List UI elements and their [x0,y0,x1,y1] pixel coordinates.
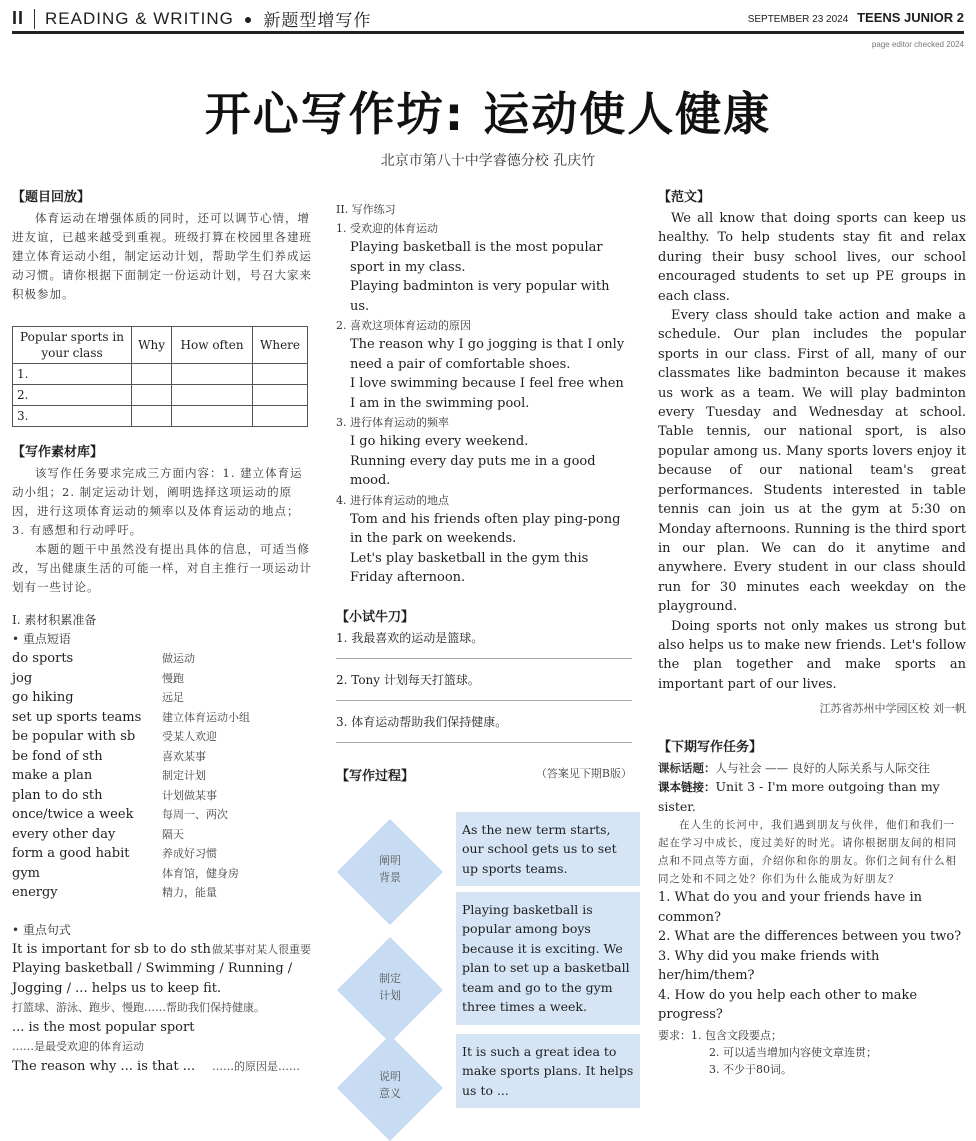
section-title: 【写作过程】 [336,768,415,784]
table-cell: 1. [13,364,132,385]
header-rule [12,31,964,34]
list-item: make a plan 制定计划 [12,768,206,783]
sports-table [12,326,308,427]
section-title: 【范文】 [658,190,711,205]
table-header-row [13,327,308,364]
vocab-heading: • 重点短语 [12,632,71,646]
topic-label: 课标话题： [658,761,716,776]
unit-line [658,777,966,816]
header-divider [34,9,35,29]
process-header [336,765,632,788]
task-line: 3. 体育运动帮助我们保持健康。 [336,713,632,743]
practice-heading: II. 写作练习 [336,203,396,216]
practice-item: 2. 喜欢这项体育运动的原因 The reason why I go jogging is that I only need a pair of comfortable shoes. I love swimming because I feel free when I am in the swimming pool. [336,319,625,411]
article-author: 北京市第八十中学睿德分校 孔庆竹 [380,153,596,169]
section-title: 【写作素材库】 [12,445,104,460]
table-cell: 2. [13,385,132,406]
article-title: 开心写作坊: 运动使人健康 [204,87,772,141]
task-description: 体育运动在增强体质的同时，还可以调节心情，增进友谊，已越来越受到重视。班级打算在校园里各建班建立体育运动小组，制定运动计划，帮助学生们养成运动习惯。请你根据下面制定一份运动计划，号召大家来积极参加。 [12,211,312,301]
list-item: be fond of sth 喜欢某事 [12,748,206,764]
editor-note: page editor checked 2024 [871,40,964,49]
page-number: II [12,8,25,28]
answer-note: （答案见下期B版） [535,766,632,780]
list-item: energy 精力，能量 [12,885,217,900]
list-item: do sports 做运动 [12,651,195,666]
question-item: 4. How do you help each other to make progress? [658,987,918,1023]
section-title: 【下期写作任务】 [658,740,763,756]
sentence-item: It is important for sb to do sth 做某事对某人很重要 [12,941,311,957]
step-marker: 说明 意义 [340,1038,440,1138]
list-item: every other day 隔天 [12,826,184,842]
step-marker: 制定 计划 [340,940,440,1040]
list-item: go hiking 远足 [12,690,184,705]
step-marker: 阐明 背景 [340,822,440,922]
material-text: 本题的题干中虽然没有提出具体的信息，可适当修改，写出健康生活的可能一样，对自主推行一项运动计划有一些讨论。 [12,542,312,594]
requirement-item: 1. 包含文段要点； [691,1028,782,1042]
header-right [748,10,964,25]
prep-heading: I. 素材积累准备 [12,613,97,627]
section-label: READING & WRITING [45,8,234,28]
material-text: 该写作任务要求完成三方面内容：1. 建立体育运动小组；2. 制定运动计划，阐明选择这项运动的原因，进行这项体育运动的频率以及体育运动的地点；3. 有感想和行动呼吁。 [12,466,303,537]
column-right [658,186,966,1078]
question-item: 1. What do you and your friends have in common? [658,890,922,925]
step-box: As the new term starts, our school gets us to set up sports teams. [456,812,640,887]
step-box: Playing basketball is popular among boys because it is exciting. We plan to set up a basketball team and go to the gym three times a week. [456,892,640,1025]
list-item: form a good habit 养成好习惯 [12,846,217,861]
bullet-icon: ● [243,10,254,27]
list-item: be popular with sb 受某人欢迎 [12,729,217,744]
column-middle [336,200,632,1122]
task-line: 2. Tony 计划每天打篮球。 [336,671,632,701]
list-item: plan to do sth 计划做某事 [12,787,217,803]
list-item: once/twice a week 每周一、两次 [12,807,228,822]
process-diagram [336,802,632,1122]
task-intro: 在人生的长河中，我们遇到朋友与伙伴，他们和我们一起在学习中成长，度过美好的时光。请你根据朋友间的相同点和不同点等方面，介绍你和你的朋友。你们之间有什么相同之处和不同之处？你们为什么能成为好朋友？ [658,819,957,886]
vocab-list [12,649,312,903]
question-item: 3. Why did you make friends with her/him/them? [658,948,880,984]
table-header: How often [172,327,253,364]
list-item: set up sports teams 建立体育运动小组 [12,709,250,725]
essay-paragraph: We all know that doing sports can keep us healthy. To help students stay fit and relax during their busy school lives, our school encouraged students to set up PE groups in each class. [658,211,966,304]
sentence-heading: • 重点句式 [12,922,71,937]
practice-item: 4. 进行体育运动的地点 Tom and his friends often play ping-pong in the park on weekends. Let's play basketball in the gym this Friday afternoon. [336,493,621,585]
table-header: Popular sports in your class [13,327,132,364]
table-cell: 3. [13,406,132,427]
list-item: gym 体育馆，健身房 [12,865,239,881]
topic-text: 人与社会 —— 良好的人际关系与人际交往 [715,761,930,776]
sentence-item: The reason why ... is that ... ……的原因是…… [12,1058,300,1074]
page-header [12,6,371,31]
step-box: It is such a great idea to make sports plans. It helps us to ... [456,1034,640,1109]
section-title: 【小试牛刀】 [336,609,415,625]
table-row [13,364,308,385]
unit-label: 课本链接： [658,780,716,795]
sentence-translation: 打篮球、游泳、跑步、慢跑……帮助我们保持健康。 [12,1001,265,1014]
question-item: 2. What are the differences between you two? [658,929,962,945]
task-line: 1. 我最喜欢的运动是篮球。 [336,629,632,659]
unit-text: Unit 3 - I'm more outgoing than my sister. [658,779,940,815]
table-row [13,406,308,427]
subsection-label: 新题型增写作 [263,11,372,30]
list-item: jog 慢跑 [12,670,184,686]
table-row [13,385,308,406]
column-left [12,186,312,1076]
essay-paragraph: Doing sports not only makes us strong but also helps us to make new friends. Let's follow the plan together and make sports an important part of our lives. [658,618,966,692]
paper-name: TEENS JUNIOR 2 [857,10,964,25]
issue-date: SEPTEMBER 23 2024 [747,14,849,25]
sentence-item: Playing basketball / Swimming / Running / Jogging / ... helps us to keep fit. [12,961,293,996]
requirement-item: 3. 不少于80词。 [709,1062,792,1076]
topic-line [658,759,966,777]
essay-author: 江苏省苏州中学园区校 刘一帆 [819,702,966,716]
practice-item: 1. 受欢迎的体育运动 Playing basketball is the most popular sport in my class. Playing badminton is very popular with us. [336,222,610,314]
section-title: 【题目回放】 [12,190,91,205]
practice-item: 3. 进行体育运动的频率 I go hiking every weekend. Running every day puts me in a good mood. [336,416,596,488]
sentence-translation: ……是最受欢迎的体育运动 [12,1040,144,1053]
table-header: Where [253,327,308,364]
essay-paragraph: Every class should take action and make a schedule. Our plan includes the popular sports in our class. First of all, many of our classmates like badminton because it makes us work as a team. We will play badminton every Tuesday and Wednesday at school. Table tennis, our national sport, is also popular among us. Many sports lovers enjoy it because of our national team's great performances. Students interested in table tennis can join us at the gym at 5:30 on Monday afternoons. Running is the third sport in our plan. We can do it anytime and anywhere. Every student in our class should run for 30 minutes each weekday on the playground. [658,308,966,615]
requirements-label: 要求： [658,1028,691,1042]
requirements [658,1027,966,1078]
requirement-item: 2. 可以适当增加内容使文章连贯； [709,1045,877,1059]
sentence-item: ... is the most popular sport [12,1019,195,1035]
table-header: Why [132,327,172,364]
practice-tasks [336,629,632,743]
